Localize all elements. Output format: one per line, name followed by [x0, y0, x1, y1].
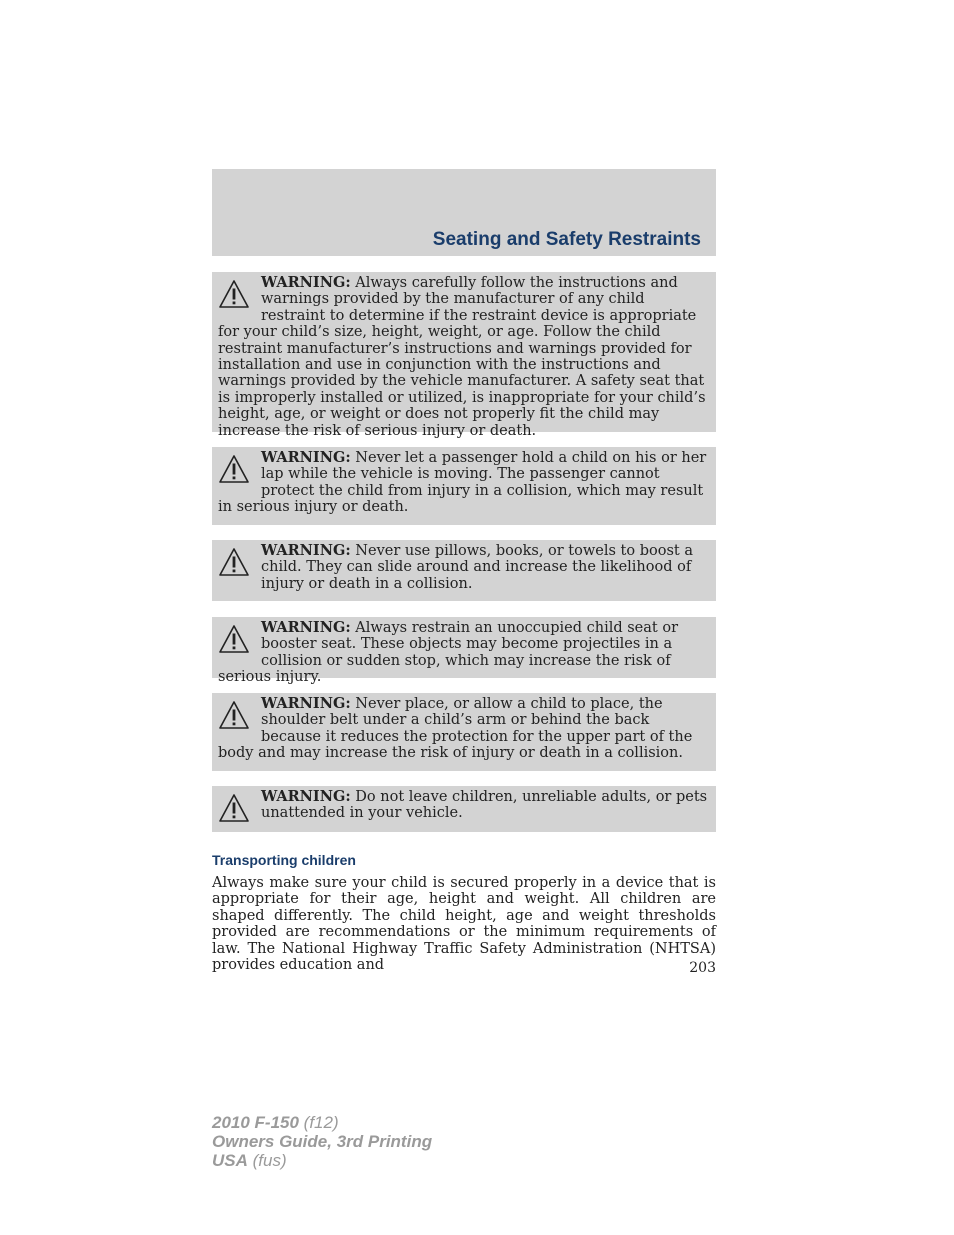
warning-label: WARNING: — [261, 542, 351, 559]
warning-triangle-icon — [218, 279, 250, 309]
warning-triangle-icon — [218, 793, 250, 823]
warning-box — [212, 447, 716, 525]
warning-text: Always restrain an unoccupied child seat or booster seat. These objects may become projectiles in a collision or sudden stop, which may increase the risk of serious injury. — [218, 620, 679, 686]
footer-model-code: (f12) — [298, 1113, 339, 1132]
section-heading: Transporting children — [212, 852, 356, 868]
page-title: Seating and Safety Restraints — [432, 229, 701, 250]
warning-triangle-icon — [218, 454, 250, 484]
footer-imprint — [212, 1113, 432, 1170]
warning-label: WARNING: — [261, 274, 351, 291]
page-number: 203 — [689, 960, 716, 976]
warning-triangle-icon — [218, 624, 250, 654]
warning-label: WARNING: — [261, 695, 351, 712]
warning-label: WARNING: — [261, 788, 351, 805]
footer-model: 2010 F-150 — [212, 1113, 299, 1132]
warning-box — [212, 786, 716, 832]
warning-label: WARNING: — [261, 619, 351, 636]
warning-text: Never use pillows, books, or towels to boost a child. They can slide around and increase the likelihood of injury or death in a collision. — [261, 543, 693, 592]
warning-triangle-icon — [218, 547, 250, 577]
warning-label: WARNING: — [261, 449, 351, 466]
footer-guide: Owners Guide, 3rd Printing — [212, 1132, 433, 1151]
warning-box — [212, 272, 716, 439]
warning-box — [212, 617, 716, 686]
section-header-band — [212, 169, 716, 256]
body-paragraph: Always make sure your child is secured properly in a device that is appropriate for their age, height and weight. All children are shaped differently. The child height, age and weight thresholds provided are recommendations or the minimum requirements of law. The National Highway Traffic Safety Administration (NHTSA) provides education and — [212, 875, 716, 974]
warning-text: Always carefully follow the instructions and warnings provided by the manufacturer of any child restraint to determine if the restraint device is appropriate for your child’s size, height, weight, or age. Follow the child restraint manufacturer’s instructions and warnings provided for installation and use in conjunction with the instructions and warnings provided by the vehicle manufacturer. A safety seat that is improperly installed or utilized, is inappropriate for your child’s height, age, or weight or does not properly fit the child may increase the risk of serious injury or death. — [218, 275, 706, 439]
footer-market: USA — [212, 1151, 248, 1170]
warning-text: Never place, or allow a child to place, the shoulder belt under a child’s arm or behind the back because it reduces the protection for the upper part of the body and may increase the risk of injury or death in a collision. — [218, 696, 693, 762]
warning-box — [212, 693, 716, 771]
footer-market-code: (fus) — [247, 1151, 287, 1170]
warning-box — [212, 540, 716, 601]
warning-text: Do not leave children, unreliable adults, or pets unattended in your vehicle. — [261, 789, 708, 822]
warning-triangle-icon — [218, 700, 250, 730]
warning-text: Never let a passenger hold a child on his or her lap while the vehicle is moving. The passenger cannot protect the child from injury in a collision, which may result in serious injury or death. — [218, 450, 707, 516]
